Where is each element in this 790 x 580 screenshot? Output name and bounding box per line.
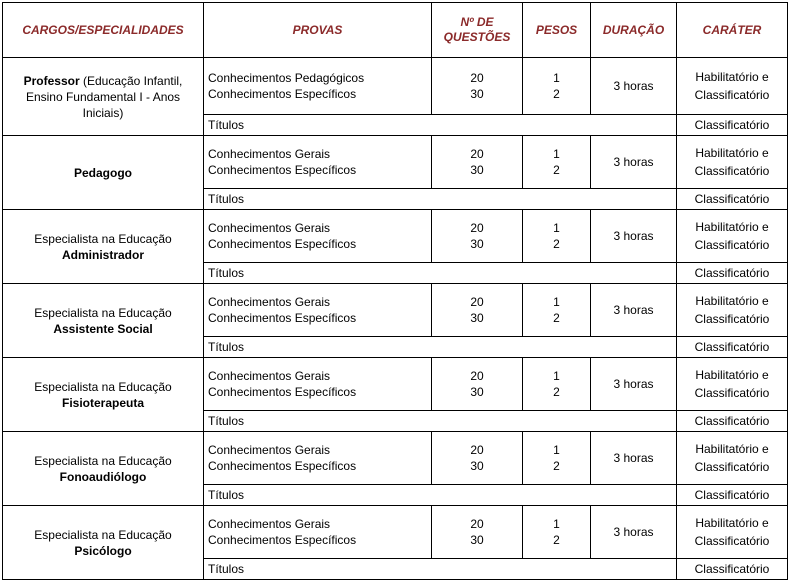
cargo-prefix: Especialista na Educação [34, 305, 172, 320]
questoes-1: 20 [470, 71, 484, 85]
titulos-carater-cell: Classificatório [677, 559, 788, 580]
questoes-cell [432, 506, 523, 559]
carater-2: Classificatório [694, 460, 770, 474]
duracao-cell: 3 horas [591, 136, 677, 189]
questoes-2: 30 [470, 237, 484, 251]
cargo-title-block [62, 248, 144, 262]
cargo-title-block [60, 470, 147, 484]
cargo-title-block [53, 322, 152, 336]
table-row [3, 136, 788, 189]
peso-1: 1 [553, 517, 560, 531]
cargo-cell [3, 506, 204, 580]
questoes-1: 20 [470, 517, 484, 531]
peso-2: 2 [553, 311, 560, 325]
questoes-cell [432, 210, 523, 263]
peso-2: 2 [553, 459, 560, 473]
prova-2: Conhecimentos Específicos [208, 459, 357, 473]
provas-cell [204, 136, 432, 189]
titulos-cell: Títulos [204, 411, 677, 432]
carater-cell [677, 210, 788, 263]
table-row [3, 284, 788, 337]
cargo-cell [3, 210, 204, 284]
pesos-cell [523, 432, 591, 485]
header-questoes-line2: QUESTÕES [443, 30, 511, 44]
cargo-prefix: Especialista na Educação [34, 453, 172, 468]
carater-cell [677, 58, 788, 115]
carater-cell [677, 432, 788, 485]
titulos-carater-cell: Classificatório [677, 263, 788, 284]
table-row [3, 58, 788, 115]
questoes-2: 30 [470, 163, 484, 177]
peso-1: 1 [553, 221, 560, 235]
titulos-cell: Títulos [204, 263, 677, 284]
provas-cell [204, 58, 432, 115]
questoes-1: 20 [470, 369, 484, 383]
pesos-cell [523, 58, 591, 115]
peso-2: 2 [553, 385, 560, 399]
peso-1: 1 [553, 71, 560, 85]
cargo-prefix: Especialista na Educação [34, 231, 172, 246]
carater-1: Habilitatório e [695, 368, 769, 382]
table-row [3, 210, 788, 263]
header-questoes-line1: Nº DE [460, 15, 494, 29]
titulos-carater-cell: Classificatório [677, 337, 788, 358]
peso-2: 2 [553, 163, 560, 177]
peso-1: 1 [553, 147, 560, 161]
header-pesos: PESOS [523, 3, 591, 58]
provas-cell [204, 432, 432, 485]
titulos-carater-cell: Classificatório [677, 189, 788, 210]
prova-2: Conhecimentos Específicos [208, 385, 357, 399]
questoes-cell [432, 432, 523, 485]
cargo-title-block [74, 544, 131, 558]
provas-cell [204, 506, 432, 559]
cargo-cell [3, 58, 204, 136]
pesos-cell [523, 358, 591, 411]
prova-1: Conhecimentos Gerais [208, 443, 331, 457]
table-row [3, 506, 788, 559]
cargo-cell [3, 432, 204, 506]
questoes-cell [432, 284, 523, 337]
duracao-cell: 3 horas [591, 284, 677, 337]
titulos-cell: Títulos [204, 559, 677, 580]
carater-1: Habilitatório e [695, 70, 769, 84]
peso-2: 2 [553, 87, 560, 101]
questoes-1: 20 [470, 295, 484, 309]
prova-1: Conhecimentos Gerais [208, 369, 331, 383]
questoes-2: 30 [470, 533, 484, 547]
carater-2: Classificatório [694, 312, 770, 326]
header-questoes [432, 3, 523, 58]
prova-1: Conhecimentos Gerais [208, 147, 331, 161]
carater-1: Habilitatório e [695, 516, 769, 530]
questoes-cell [432, 136, 523, 189]
titulos-cell: Títulos [204, 337, 677, 358]
cargo-title: Administrador [61, 247, 144, 262]
peso-2: 2 [553, 237, 560, 251]
duracao-cell: 3 horas [591, 506, 677, 559]
carater-2: Classificatório [694, 88, 770, 102]
cargo-cell [3, 136, 204, 210]
prova-2: Conhecimentos Específicos [208, 533, 357, 547]
titulos-cell: Títulos [204, 189, 677, 210]
carater-2: Classificatório [694, 534, 770, 548]
exam-table [2, 2, 788, 580]
pesos-cell [523, 210, 591, 263]
cargo-title-block [74, 166, 132, 180]
questoes-cell [432, 58, 523, 115]
cargo-title-block [62, 396, 144, 410]
cargo-title: Professor [23, 73, 80, 88]
cargo-title: Assistente Social [53, 321, 153, 336]
peso-1: 1 [553, 443, 560, 457]
questoes-2: 30 [470, 87, 484, 101]
titulos-carater-cell: Classificatório [677, 485, 788, 506]
carater-1: Habilitatório e [695, 220, 769, 234]
prova-1: Conhecimentos Gerais [208, 221, 331, 235]
header-row [3, 3, 788, 58]
questoes-2: 30 [470, 459, 484, 473]
cargo-title: Fisioterapeuta [61, 395, 145, 410]
duracao-cell: 3 horas [591, 358, 677, 411]
header-carater: CARÁTER [677, 3, 788, 58]
carater-cell [677, 284, 788, 337]
prova-2: Conhecimentos Específicos [208, 237, 357, 251]
cargo-cell [3, 358, 204, 432]
titulos-carater-cell: Classificatório [677, 411, 788, 432]
prova-2: Conhecimentos Específicos [208, 163, 357, 177]
pesos-cell [523, 136, 591, 189]
pesos-cell [523, 506, 591, 559]
carater-1: Habilitatório e [695, 146, 769, 160]
header-duracao: DURAÇÃO [591, 3, 677, 58]
peso-2: 2 [553, 533, 560, 547]
prova-1: Conhecimentos Pedagógicos [208, 71, 365, 85]
cargo-title-block [24, 74, 183, 120]
cargo-prefix: Especialista na Educação [34, 527, 172, 542]
questoes-2: 30 [470, 311, 484, 325]
peso-1: 1 [553, 295, 560, 309]
questoes-1: 20 [470, 147, 484, 161]
prova-2: Conhecimentos Específicos [208, 87, 357, 101]
pesos-cell [523, 284, 591, 337]
cargo-title: Psicólogo [74, 543, 132, 558]
table-row [3, 358, 788, 411]
carater-2: Classificatório [694, 238, 770, 252]
questoes-cell [432, 358, 523, 411]
duracao-cell: 3 horas [591, 58, 677, 115]
carater-cell [677, 358, 788, 411]
carater-cell [677, 506, 788, 559]
header-provas: PROVAS [204, 3, 432, 58]
table-row [3, 432, 788, 485]
duracao-cell: 3 horas [591, 432, 677, 485]
cargo-title: Fonoaudiólogo [59, 469, 147, 484]
cargo-suffix: (Educação Infantil, Ensino Fundamental I - Anos Iniciais) [25, 73, 183, 120]
provas-cell [204, 210, 432, 263]
cargo-title: Pedagogo [73, 165, 132, 180]
titulos-carater-cell: Classificatório [677, 115, 788, 136]
prova-2: Conhecimentos Específicos [208, 311, 357, 325]
carater-2: Classificatório [694, 386, 770, 400]
peso-1: 1 [553, 369, 560, 383]
questoes-1: 20 [470, 443, 484, 457]
questoes-1: 20 [470, 221, 484, 235]
provas-cell [204, 284, 432, 337]
prova-1: Conhecimentos Gerais [208, 517, 331, 531]
cargo-prefix: Especialista na Educação [34, 379, 172, 394]
header-cargos: CARGOS/ESPECIALIDADES [3, 3, 204, 58]
carater-1: Habilitatório e [695, 442, 769, 456]
provas-cell [204, 358, 432, 411]
carater-2: Classificatório [694, 164, 770, 178]
titulos-cell: Títulos [204, 115, 677, 136]
questoes-2: 30 [470, 385, 484, 399]
cargo-cell [3, 284, 204, 358]
carater-1: Habilitatório e [695, 294, 769, 308]
titulos-cell: Títulos [204, 485, 677, 506]
duracao-cell: 3 horas [591, 210, 677, 263]
prova-1: Conhecimentos Gerais [208, 295, 331, 309]
carater-cell [677, 136, 788, 189]
